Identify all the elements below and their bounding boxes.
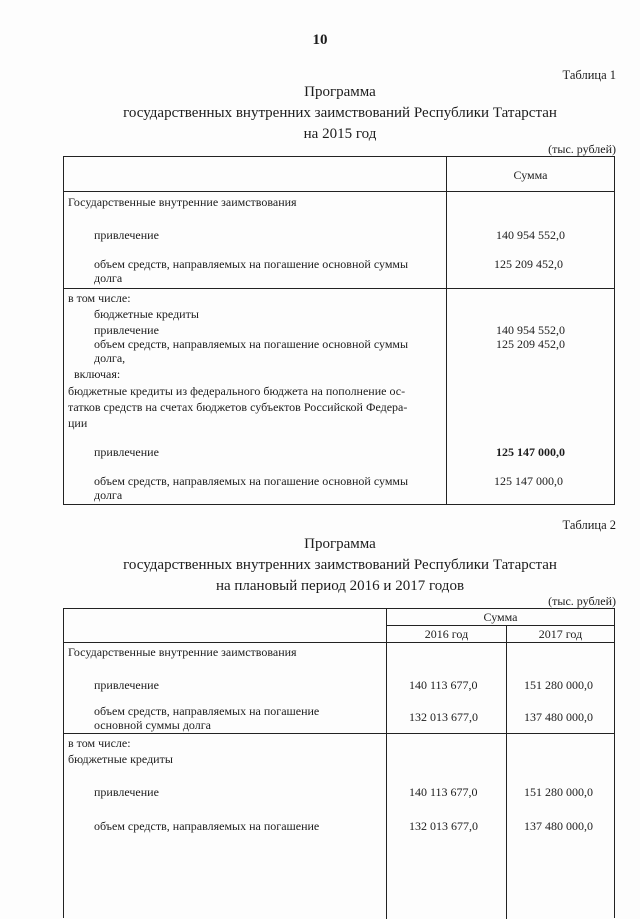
table1-row-federal-line3: ции (68, 416, 88, 430)
table1-row-repay2-line1: объем средств, направляемых на погашение основной суммы (94, 337, 409, 351)
table1-row-repay3 (94, 474, 408, 502)
table2-units: (тыс. рублей) (548, 594, 616, 608)
table2 (63, 608, 615, 918)
table1-col-divider (446, 157, 447, 504)
table2-row-including: в том числе: (68, 736, 131, 750)
table1-row-attraction2: привлечение (94, 323, 159, 337)
table1-value-attraction: 140 954 552,0 (496, 228, 565, 242)
table2-col-divider-1 (386, 609, 387, 919)
table1-title (100, 82, 580, 145)
table1-row-repay3-line2: долга (94, 488, 123, 502)
table2-row-repay-line2: основной суммы долга (94, 718, 211, 732)
table1-row-including2: включая: (74, 367, 121, 381)
table1-row-federal-line1: бюджетные кредиты из федерального бюджета на пополнение ос- (68, 384, 406, 398)
table2-value-repay-2016: 132 013 677,0 (409, 710, 478, 724)
table1-row-budget-credits: бюджетные кредиты (94, 307, 199, 321)
table2-value-attraction2-2017: 151 280 000,0 (524, 785, 593, 799)
table1-row-repay2-line2: долга, (94, 351, 126, 365)
table1-row-repay3-line1: объем средств, направляемых на погашение основной суммы (94, 474, 409, 488)
table2-header-year2: 2017 год (538, 627, 583, 641)
table2-value-attraction2-2016: 140 113 677,0 (409, 785, 478, 799)
table1-row-attraction3: привлечение (94, 445, 159, 459)
table2-row-budget-credits: бюджетные кредиты (68, 752, 173, 766)
table1-row-repay (94, 257, 408, 285)
table2-row-attraction: привлечение (94, 678, 159, 692)
table2-value-attraction-2017: 151 280 000,0 (524, 678, 593, 692)
table1-row-borrowings: Государственные внутренние заимствования (68, 195, 297, 209)
table2-value-repay2-2016: 132 013 677,0 (409, 819, 478, 833)
table2-col-divider-2 (506, 625, 507, 919)
table2-header-year1: 2016 год (424, 627, 469, 641)
table1-row-federal-line2: татков средств на счетах бюджетов субъектов Российской Федера- (68, 400, 408, 414)
table1-row-repay-line2: долга (94, 271, 123, 285)
table1-title-line1: Программа (304, 84, 376, 100)
table1-header-divider (64, 191, 614, 192)
table1-title-line2: государственных внутренних заимствований Республики Татарстан (123, 105, 557, 121)
table1-value-repay: 125 209 452,0 (494, 257, 563, 271)
table2-title-line1: Программа (304, 536, 376, 552)
table1-value-attraction3: 125 147 000,0 (496, 445, 565, 459)
table1-value-repay3: 125 147 000,0 (494, 474, 563, 488)
table2-title-line3: на плановый период 2016 и 2017 годов (215, 578, 465, 594)
table1-value-attraction2: 140 954 552,0 (496, 323, 565, 337)
table2-value-attraction-2016: 140 113 677,0 (409, 678, 478, 692)
table2-value-repay2-2017: 137 480 000,0 (524, 819, 593, 833)
table2-subheader-divider (386, 625, 614, 626)
table2-row-repay (94, 704, 319, 732)
table2-header-sum: Сумма (483, 610, 518, 624)
table1-header-sum: Сумма (513, 168, 548, 182)
table2-title-line2: государственных внутренних заимствований Республики Татарстан (123, 557, 557, 573)
table2-header-divider (64, 642, 614, 643)
table2-label: Таблица 2 (562, 518, 616, 532)
table1-row-repay2 (94, 337, 408, 365)
table2-title (100, 534, 580, 597)
table1-title-line3: на 2015 год (303, 126, 377, 142)
table2-row-attraction2: привлечение (94, 785, 159, 799)
table1 (63, 156, 615, 505)
table1-value-repay2: 125 209 452,0 (496, 337, 565, 351)
table1-row-including: в том числе: (68, 291, 131, 305)
table2-value-repay-2017: 137 480 000,0 (524, 710, 593, 724)
table2-row-borrowings: Государственные внутренние заимствования (68, 645, 297, 659)
page-number: 10 (312, 32, 328, 48)
table1-section-divider (64, 288, 614, 289)
table2-row-repay2: объем средств, направляемых на погашение (94, 819, 320, 833)
table2-section-divider (64, 733, 614, 734)
table1-row-repay-line1: объем средств, направляемых на погашение основной суммы (94, 257, 409, 271)
table1-label: Таблица 1 (562, 68, 616, 82)
table2-row-repay-line1: объем средств, направляемых на погашение (94, 704, 320, 718)
table1-units: (тыс. рублей) (548, 142, 616, 156)
table1-row-attraction: привлечение (94, 228, 159, 242)
table1-row-federal (68, 383, 407, 431)
